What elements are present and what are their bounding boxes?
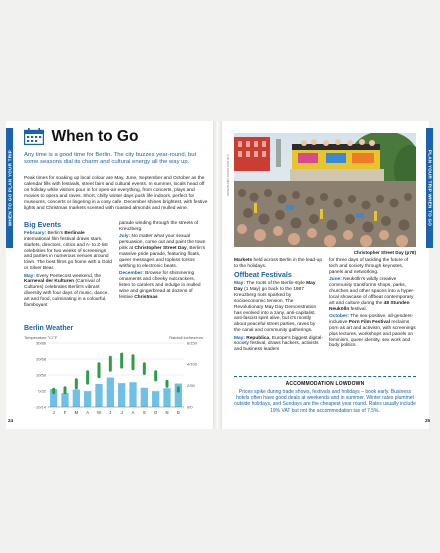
temperature-range-bar (120, 353, 123, 369)
event-june: June: Neukölln's wildly creative community transforms shops, parks, churches and other spaces into a hyper-local showcase of offbeat contemporary art and culture during the 48 Stunden Neukölln festival. (329, 277, 415, 312)
section-tab-right: PLAN YOUR TRIP WHEN TO GO (426, 128, 433, 248)
event-december: December: Browse for shimmering ornaments and cheeky nutcrackers, listen to carolers and indulge in mulled wine and gingerbread at dozens of festive Christmas (119, 271, 201, 300)
accommodation-heading: ACCOMMODATION LOWDOWN (285, 381, 365, 387)
photo-caption: Christopher Street Day (p78) (353, 250, 416, 255)
event-republica: May: Republica, Europe's biggest digital-society festival, draws hackers, activists and business leaders (234, 335, 323, 353)
temp-tick-label: -10/14 (34, 404, 46, 410)
rainfall-bar (95, 384, 102, 407)
markets-text: Markets held across Berlin in the lead-up to the holidays. (234, 258, 323, 269)
rain-tick-label: 4/100 (187, 361, 198, 367)
rainfall-axis-label: Rainfall inches/mm (169, 335, 203, 340)
month-label: M (74, 410, 79, 415)
weather-chart (24, 325, 207, 423)
temperature-range-bar (132, 354, 135, 370)
title-text: When to Go (51, 128, 139, 146)
month-label: S (142, 410, 146, 415)
rainfall-bar (118, 383, 125, 407)
page-number-left: 24 (8, 418, 14, 423)
body-text: Peak times for soaking up local colour are May, June, September and October as the calendar fills with festivals, street fairs and cultural events. In summer, locals head off on holiday while visitors pour in for open-air everything, from concerts, plays and movies to opera and raves. Short, chilly winter days push life indoors, perfect for museums, concerts or lingering in a cosy cafe. December shines brightest, with festive lights and Christmas markets scented with roasted almonds and mulled wine. (24, 176, 208, 211)
page-title (24, 128, 206, 146)
event-february: February: Berlin's Berlinale international film festival draws stars, starlets, directors, critics and A- to Z-list celebrities for two weeks of screenings and parties in numerous venues around town. The best films go home with a Gold or Silver Bear. (24, 230, 112, 272)
month-label: A (86, 410, 90, 415)
rain-tick-label: 6/150 (187, 340, 198, 346)
big-events-column-2 (119, 221, 207, 302)
rainfall-bar (163, 388, 170, 407)
photo-credit: PANO/ALAMY STOCK PHOTO © (225, 154, 230, 196)
rainfall-bar (152, 391, 159, 407)
rain-tick-label: 0/0 (187, 404, 193, 410)
temperature-range-bar (98, 362, 101, 378)
weather-heading: Berlin Weather (24, 325, 74, 332)
right-page (222, 121, 429, 429)
big-events-heading: Big Events (24, 220, 62, 229)
weather-chart-svg (24, 340, 207, 422)
temperature-range-bar (109, 356, 112, 372)
temperature-range-bar (86, 370, 89, 384)
temperature-range-bar (166, 380, 169, 388)
event-may: May: Every Pentecost weekend, the Karneval der Kulturen (Carnival of Cultures) celebrates Berlin's vibrant diversity with four days of music, dance, art and food, culminating in a colourful, flamboyant (24, 273, 109, 309)
temp-tick-label: 10/50 (35, 372, 46, 378)
rainfall-bar (84, 391, 91, 407)
calendar-icon (24, 128, 44, 145)
event-may-day: May: The roots of the Berlin-style May Day (1 May) go back to the 1987 Kreuzberg riots sparked by socioeconomic tension. The Revolutionary May Day Demonstration has evolved into a zany, anti-capitalist, anti-fascist spirit alive, but it's mostly about peaceful street parties, raves by the canal and community gatherings. (234, 281, 317, 334)
page-number-right: 25 (425, 418, 431, 423)
rainfall-bar (107, 378, 114, 407)
gutter (213, 121, 222, 429)
rainfall-bar (73, 390, 80, 407)
temp-tick-label: 20/68 (35, 356, 46, 362)
month-label: D (176, 410, 180, 415)
temp-tick-label: 0/32 (38, 388, 46, 394)
republica-cont: for three days of tackling the future of tech and society through keynotes, panels and networking. (329, 258, 409, 275)
temperature-range-bar (154, 370, 157, 381)
month-label: O (154, 410, 158, 415)
temperature-range-bar (64, 386, 67, 394)
rainfall-bar (141, 388, 148, 407)
temperature-range-bar (52, 388, 55, 394)
offbeat-column-1 (234, 258, 323, 355)
month-label: N (165, 410, 169, 415)
left-page (6, 121, 213, 429)
month-label: J (120, 410, 123, 415)
accommodation-text: Prices spike during trade shows, festivals and holidays – book early. Business hotels often have good deals at weekends and in summer. Winter rates plummet outside holidays, and Sundays are the cheapest year round. Rates usually include 19% VAT but not the accommodation tax of 7.5%. (234, 389, 416, 414)
intro-text: Any time is a good time for Berlin. The city buzzes year-round, but some seasons dial its charm and cultural energy all the way up. (24, 152, 197, 166)
offbeat-column-2 (329, 258, 418, 351)
temperature-range-bar (177, 386, 180, 392)
accommodation-box (234, 376, 416, 414)
rainfall-bar (61, 393, 68, 407)
temperature-axis-label: Temperature °C/°F (24, 335, 58, 340)
rainfall-bar (129, 382, 136, 407)
event-july: July: No matter what your sexual persuasion, come out and paint the town pink at Christopher Street Day, Berlin's massive pride parade, featuring floats, queer messages and topless torsos writhing to electronic beats. (119, 234, 206, 269)
parade-photo (234, 133, 416, 247)
month-label: J (109, 410, 112, 415)
section-tab-left: WHEN TO GO PLAN YOUR TRIP (6, 128, 13, 248)
month-label: M (97, 410, 101, 415)
offbeat-heading: Offbeat Festivals (234, 270, 292, 280)
month-label: J (52, 410, 55, 415)
month-label: A (131, 410, 135, 415)
event-october: October: The sex-positive, all-genders-inclusive Porn Film Festival reclaims porn as art and activism, with screenings plus lectures, workshops and panels on feminism, queer identity, sex work and body politics. (329, 313, 416, 349)
big-events-column-1 (24, 221, 112, 310)
rain-tick-label: 2/50 (187, 383, 195, 389)
month-label: F (63, 410, 67, 415)
temperature-range-bar (143, 362, 146, 375)
event-may-cont: parade winding through the streets of Kreuzberg. (119, 221, 199, 232)
temperature-range-bar (75, 378, 78, 389)
temp-tick-label: 30/86 (35, 340, 46, 346)
